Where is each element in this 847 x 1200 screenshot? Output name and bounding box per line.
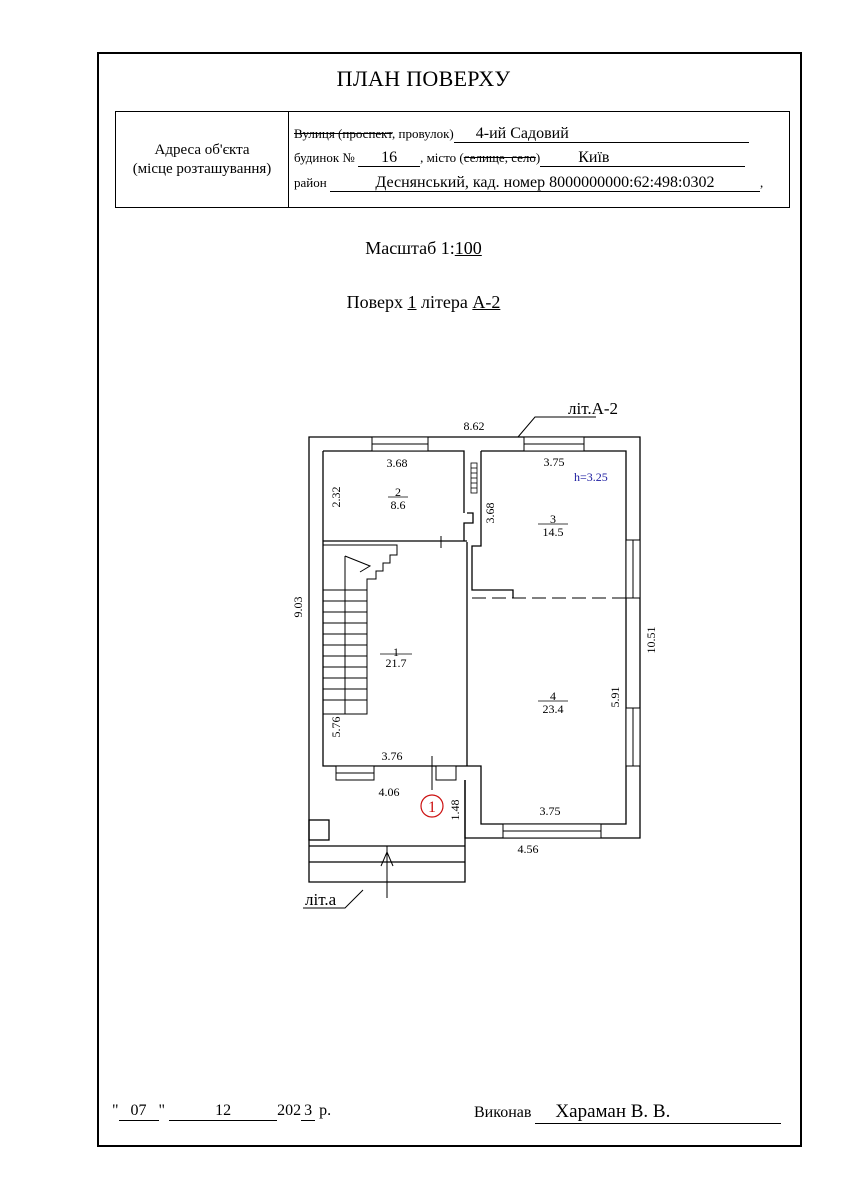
city-label: , місто ( — [420, 150, 464, 165]
marker-number: 1 — [428, 799, 436, 816]
windows — [336, 437, 640, 838]
page-title: ПЛАН ПОВЕРХУ — [336, 66, 511, 91]
date-quote-close: " — [158, 1102, 166, 1119]
date-year-suffix: 3 — [301, 1102, 315, 1121]
height-note: h=3.25 — [574, 470, 608, 484]
dimension-labels — [291, 419, 658, 856]
entrance-arrow — [378, 756, 432, 898]
dim-room4-depth: 5.91 — [608, 686, 622, 708]
performer-label: Виконав — [474, 1104, 532, 1121]
date-year-prefix: 202 — [277, 1102, 302, 1119]
date-quote-open: " — [112, 1102, 119, 1119]
litera-value: А-2 — [472, 292, 501, 312]
room3-number: 3 — [550, 512, 556, 526]
room2-number: 2 — [395, 485, 401, 499]
dim-room1-width: 3.76 — [381, 749, 403, 763]
city-strike: селище, село — [463, 150, 536, 165]
date-year-end: р. — [319, 1102, 332, 1119]
dim-porch-width: 4.06 — [378, 785, 400, 799]
scale-value: 100 — [454, 238, 482, 258]
floor-label: Поверх — [346, 292, 404, 312]
city-value: Київ — [540, 150, 745, 167]
street-middle: , провулок) — [392, 126, 454, 141]
performer-line — [474, 1101, 781, 1124]
dim-room3-depth: 3.68 — [483, 502, 497, 524]
window-room1-bottom-small — [436, 766, 456, 780]
room4-area: 23.4 — [542, 702, 564, 716]
room1-number: 1 — [393, 645, 399, 659]
house-value: 16 — [358, 150, 420, 167]
date-line — [112, 1102, 331, 1121]
performer-name: Хараман В. В. — [535, 1101, 781, 1124]
staircase — [323, 536, 441, 714]
building-label: літ.А-2 — [568, 399, 619, 418]
dim-room3-width: 3.75 — [543, 455, 565, 469]
building-label-leader — [518, 417, 596, 437]
street-value: 4-ий Садовий — [454, 126, 749, 143]
dim-left-total: 9.03 — [291, 596, 305, 618]
room3-area: 14.5 — [542, 525, 564, 539]
address-label-line2: (місце розташування) — [132, 160, 272, 177]
house-label: будинок № — [294, 150, 355, 165]
room2-partition — [323, 513, 473, 541]
vent-grille — [471, 463, 477, 493]
dim-room2-width: 3.68 — [386, 456, 408, 470]
city-close: ) — [535, 150, 541, 165]
room2-area: 8.6 — [390, 498, 406, 512]
walls — [309, 437, 640, 882]
porch-label: літ.а — [305, 890, 337, 909]
area-fraction-lines — [380, 497, 568, 701]
scale-label: Масштаб 1: — [365, 238, 455, 258]
floor-number: 1 — [407, 292, 417, 312]
dim-top-total: 8.62 — [463, 419, 485, 433]
dim-porch-depth: 1.48 — [448, 799, 462, 821]
address-label-line1: Адреса об'єкта — [154, 141, 250, 158]
street-prefix: Вулиця (проспект — [294, 126, 393, 141]
room-labels — [386, 485, 564, 716]
dim-bottom-right: 4.56 — [517, 842, 539, 856]
dim-room1-depth: 5.76 — [329, 716, 343, 738]
district-label: район — [294, 175, 327, 190]
dim-room2-depth: 2.32 — [329, 486, 343, 508]
entrance-marker — [421, 795, 443, 817]
litera-label: літера — [421, 292, 468, 312]
date-month: 12 — [169, 1102, 277, 1121]
district-end: , — [759, 175, 764, 190]
dim-right-total: 10.51 — [644, 626, 658, 654]
dim-room4-width: 3.75 — [539, 804, 561, 818]
room1-area: 21.7 — [385, 656, 407, 670]
district-value: Деснянський, кад. номер 8000000000:62:498:0302 — [330, 175, 760, 192]
date-day: 07 — [119, 1102, 159, 1121]
porch-box — [309, 820, 329, 840]
room4-number: 4 — [550, 689, 556, 703]
zone-lines — [467, 543, 626, 766]
